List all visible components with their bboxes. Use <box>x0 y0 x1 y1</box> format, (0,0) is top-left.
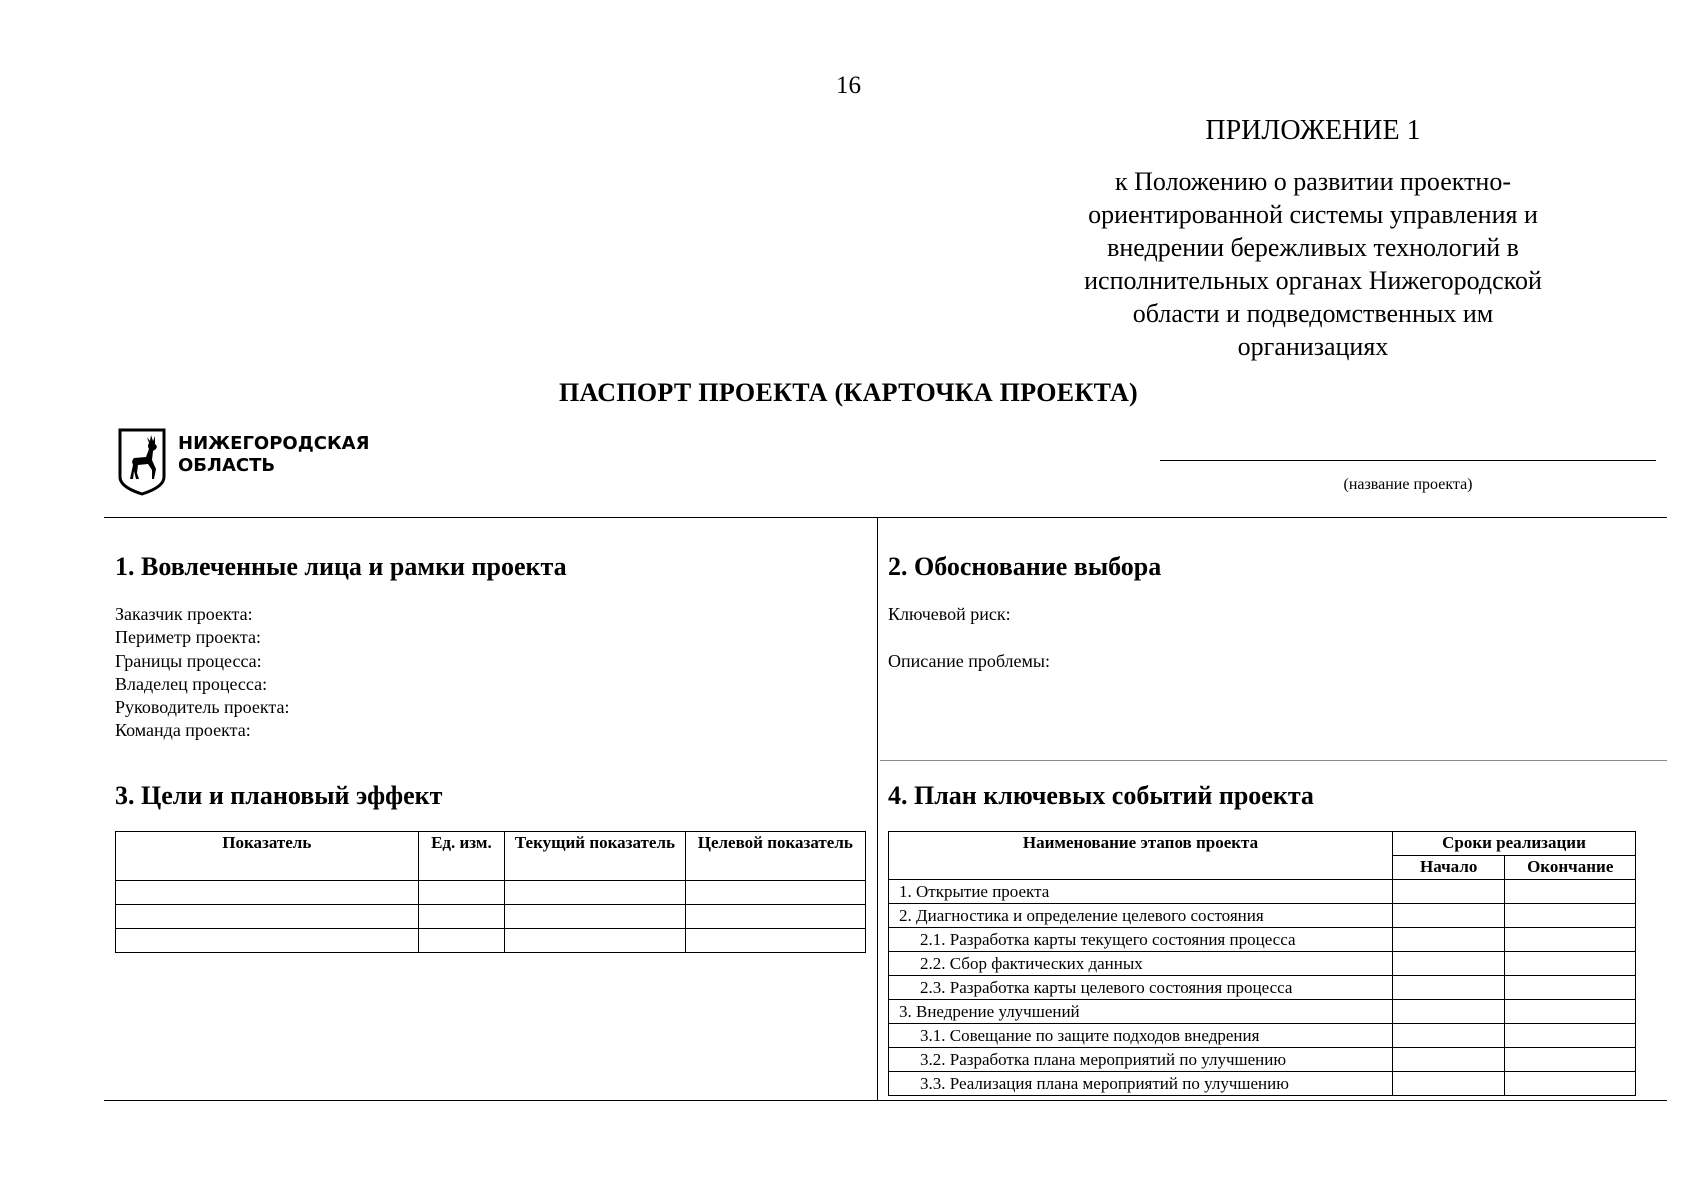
table-cell[interactable] <box>505 929 685 953</box>
stage-name: 2.1. Разработка карты текущего состояния процесса <box>889 928 1393 952</box>
field-process-owner: Владелец процесса: <box>115 673 268 694</box>
stage-end-cell[interactable] <box>1505 880 1636 904</box>
table-cell[interactable] <box>685 881 865 905</box>
stage-start-cell[interactable] <box>1393 952 1505 976</box>
stage-start-cell[interactable] <box>1393 976 1505 1000</box>
stage-start-cell[interactable] <box>1393 1000 1505 1024</box>
table-cell[interactable] <box>418 905 505 929</box>
stage-end-cell[interactable] <box>1505 952 1636 976</box>
stage-start-cell[interactable] <box>1393 1048 1505 1072</box>
header-unit: Ед. изм. <box>418 832 505 881</box>
table-row <box>116 929 866 953</box>
table-row <box>889 904 1636 928</box>
goals-table <box>115 831 866 953</box>
stage-start-cell[interactable] <box>1393 904 1505 928</box>
logo-line-2: ОБЛАСТЬ <box>178 455 276 476</box>
table-row <box>116 881 866 905</box>
table-row <box>889 880 1636 904</box>
stage-start-cell[interactable] <box>1393 928 1505 952</box>
table-row <box>889 1048 1636 1072</box>
header-indicator: Показатель <box>116 832 419 881</box>
header-end: Окончание <box>1505 856 1636 880</box>
table-cell[interactable] <box>418 881 505 905</box>
stage-start-cell[interactable] <box>1393 1024 1505 1048</box>
section-divider-middle <box>880 760 1667 761</box>
header-start: Начало <box>1393 856 1505 880</box>
field-key-risk: Ключевой риск: <box>888 604 1011 624</box>
stage-end-cell[interactable] <box>1505 928 1636 952</box>
logo-line-1: НИЖЕГОРОДСКАЯ <box>178 433 370 454</box>
header-target-value: Целевой показатель <box>685 832 865 881</box>
column-divider <box>877 517 878 1100</box>
header-terms: Сроки реализации <box>1393 832 1636 856</box>
field-project-team: Команда проекта: <box>115 720 251 741</box>
field-project-lead: Руководитель проекта: <box>115 697 290 718</box>
section-1-fields <box>115 603 289 743</box>
field-problem-description: Описание проблемы: <box>888 651 1051 671</box>
table-row <box>889 976 1636 1000</box>
stage-name: 3.2. Разработка плана мероприятий по улучшению <box>889 1048 1393 1072</box>
stage-end-cell[interactable] <box>1505 1048 1636 1072</box>
table-cell[interactable] <box>505 905 685 929</box>
stage-end-cell[interactable] <box>1505 1000 1636 1024</box>
stage-name: 3.1. Совещание по защите подходов внедрения <box>889 1024 1393 1048</box>
page-number: 16 <box>836 72 861 99</box>
section-divider-bottom <box>104 1100 1667 1101</box>
field-perimeter: Периметр проекта: <box>115 627 262 648</box>
stage-name: 1. Открытие проекта <box>889 880 1393 904</box>
appendix-title: ПРИЛОЖЕНИЕ 1 <box>1205 115 1421 146</box>
table-cell[interactable] <box>116 905 419 929</box>
stage-name: 2.3. Разработка карты целевого состояния процесса <box>889 976 1393 1000</box>
table-row <box>889 952 1636 976</box>
field-customer: Заказчик проекта: <box>115 604 253 624</box>
table-row <box>889 1000 1636 1024</box>
table-cell[interactable] <box>116 881 419 905</box>
table-row <box>889 1024 1636 1048</box>
section-2-title: 2. Обоснование выбора <box>888 552 1162 581</box>
stage-start-cell[interactable] <box>1393 880 1505 904</box>
table-row <box>116 905 866 929</box>
section-3-title: 3. Цели и плановый эффект <box>115 781 443 810</box>
stage-name: 2.2. Сбор фактических данных <box>889 952 1393 976</box>
appendix-subtitle: к Положению о развитии проектно- ориентированной системы управления и внедрении бережливых технологий в исполнительных органах Нижегородской области и подведомственных им организациях <box>1084 167 1542 361</box>
stage-name: 3. Внедрение улучшений <box>889 1000 1393 1024</box>
stage-name: 3.3. Реализация плана мероприятий по улучшению <box>889 1072 1393 1096</box>
project-name-caption: (название проекта) <box>1343 476 1473 493</box>
section-1-title: 1. Вовлеченные лица и рамки проекта <box>115 552 567 581</box>
header-current-value: Текущий показатель <box>505 832 685 881</box>
table-cell[interactable] <box>418 929 505 953</box>
table-cell[interactable] <box>116 929 419 953</box>
plan-table <box>888 831 1636 1096</box>
region-logo <box>116 427 376 499</box>
stage-end-cell[interactable] <box>1505 904 1636 928</box>
section-divider-top <box>104 517 1667 518</box>
table-cell[interactable] <box>685 905 865 929</box>
table-row <box>889 1072 1636 1096</box>
table-row <box>889 928 1636 952</box>
section-4-title: 4. План ключевых событий проекта <box>888 781 1314 810</box>
field-process-bounds: Границы процесса: <box>115 650 262 671</box>
header-stage-name: Наименование этапов проекта <box>889 832 1393 880</box>
table-cell[interactable] <box>505 881 685 905</box>
table-cell[interactable] <box>685 929 865 953</box>
stage-end-cell[interactable] <box>1505 1072 1636 1096</box>
stage-name: 2. Диагностика и определение целевого состояния <box>889 904 1393 928</box>
deer-crest-icon <box>116 427 168 497</box>
stage-end-cell[interactable] <box>1505 976 1636 1000</box>
project-name-line <box>1160 460 1656 461</box>
document-title: ПАСПОРТ ПРОЕКТА (КАРТОЧКА ПРОЕКТА) <box>559 378 1138 407</box>
stage-end-cell[interactable] <box>1505 1024 1636 1048</box>
stage-start-cell[interactable] <box>1393 1072 1505 1096</box>
